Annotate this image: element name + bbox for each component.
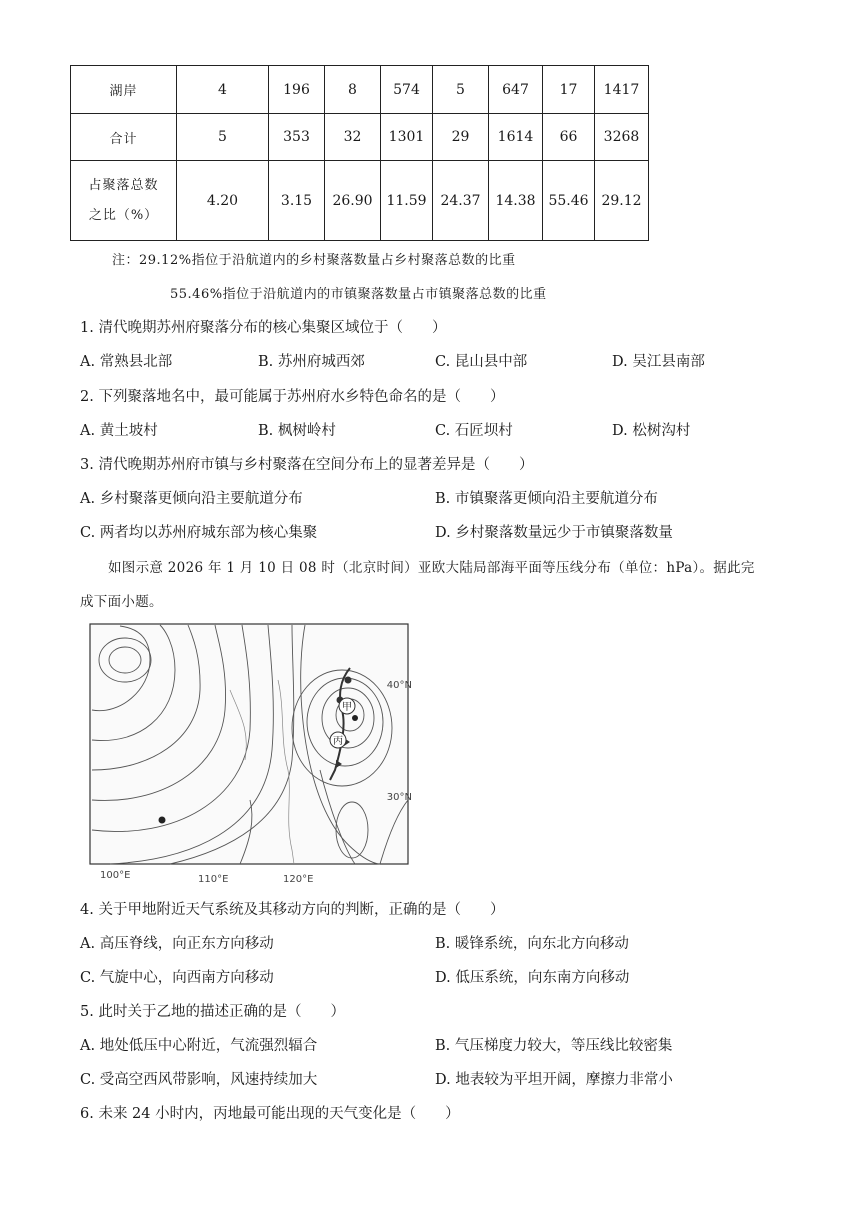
q4-option-b[interactable]: B. 暖锋系统，向东北方向移动 <box>435 936 629 952</box>
q1-option-d[interactable]: D. 吴江县南部 <box>612 354 705 370</box>
q3-option-a[interactable]: A. 乡村聚落更倾向沿主要航道分布 <box>80 491 303 507</box>
q3-option-b[interactable]: B. 市镇聚落更倾向沿主要航道分布 <box>435 491 658 507</box>
table-cell: 3.15 <box>269 161 325 241</box>
table-cell: 1301 <box>381 114 433 161</box>
lon-label-110e: 110°E <box>198 874 229 885</box>
table-cell: 29 <box>433 114 489 161</box>
q4-option-d[interactable]: D. 低压系统，向东南方向移动 <box>435 970 630 986</box>
lon-label-100e: 100°E <box>100 870 131 881</box>
question-5: 5. 此时关于乙地的描述正确的是（ ） <box>80 1004 345 1020</box>
q3-option-d[interactable]: D. 乡村聚落数量远少于市镇聚落数量 <box>435 525 673 541</box>
point-bing-label: 丙 <box>333 736 343 747</box>
point-jia-label: 甲 <box>342 702 352 713</box>
map-intro-line-2: 成下面小题。 <box>80 594 163 610</box>
table-row <box>71 114 649 161</box>
table-cell: 26.90 <box>325 161 381 241</box>
table-cell: 5 <box>177 114 269 161</box>
q5-option-b[interactable]: B. 气压梯度力较大，等压线比较密集 <box>435 1038 673 1054</box>
row-label: 合计 <box>71 114 177 161</box>
question-4: 4. 关于甲地附近天气系统及其移动方向的判断，正确的是（ ） <box>80 902 505 918</box>
table-cell: 14.38 <box>489 161 543 241</box>
table-cell: 11.59 <box>381 161 433 241</box>
table-cell: 4.20 <box>177 161 269 241</box>
table-cell: 3268 <box>595 114 649 161</box>
q2-option-a[interactable]: A. 黄土坡村 <box>80 423 158 439</box>
table-row <box>71 161 649 241</box>
row-label: 湖岸 <box>71 66 177 114</box>
table-cell: 66 <box>543 114 595 161</box>
settlement-table <box>70 65 649 241</box>
row-label <box>71 161 177 241</box>
table-note-1: 注：29.12%指位于沿航道内的乡村聚落数量占乡村聚落总数的比重 <box>112 253 516 268</box>
q1-option-b[interactable]: B. 苏州府城西郊 <box>258 354 365 370</box>
table-cell: 196 <box>269 66 325 114</box>
table-cell: 647 <box>489 66 543 114</box>
question-1: 1. 清代晚期苏州府聚落分布的核心集聚区域位于（ ） <box>80 320 447 336</box>
table-note-2: 55.46%指位于沿航道内的市镇聚落数量占市镇聚落总数的比重 <box>170 287 547 302</box>
table-cell: 353 <box>269 114 325 161</box>
table-cell: 1614 <box>489 114 543 161</box>
table-cell: 17 <box>543 66 595 114</box>
q4-option-a[interactable]: A. 高压脊线，向正东方向移动 <box>80 936 274 952</box>
q2-option-b[interactable]: B. 枫树岭村 <box>258 423 336 439</box>
q5-option-c[interactable]: C. 受高空西风带影响，风速持续加大 <box>80 1072 318 1088</box>
table-cell: 5 <box>433 66 489 114</box>
q1-option-a[interactable]: A. 常熟县北部 <box>80 354 173 370</box>
q3-option-c[interactable]: C. 两者均以苏州府城东部为核心集聚 <box>80 525 318 541</box>
q2-option-c[interactable]: C. 石匠坝村 <box>435 423 513 439</box>
row-label-line: 占聚落总数 <box>88 177 159 193</box>
question-3: 3. 清代晚期苏州府市镇与乡村聚落在空间分布上的显著差异是（ ） <box>80 457 534 473</box>
table-cell: 8 <box>325 66 381 114</box>
q5-option-a[interactable]: A. 地处低压中心附近，气流强烈辐合 <box>80 1038 318 1054</box>
q4-option-c[interactable]: C. 气旋中心，向西南方向移动 <box>80 970 274 986</box>
q1-option-c[interactable]: C. 昆山县中部 <box>435 354 528 370</box>
point-marker <box>352 715 358 721</box>
table-cell: 574 <box>381 66 433 114</box>
table-cell: 24.37 <box>433 161 489 241</box>
row-label-line: 之比（%） <box>88 207 159 223</box>
front-symbol <box>345 677 352 684</box>
map-intro-line-1: 如图示意 2026 年 1 月 10 日 08 时（北京时间）亚欧大陆局部海平面等压线分布（单位：hPa）。据此完 <box>108 560 755 576</box>
table-cell: 4 <box>177 66 269 114</box>
lat-label-40n: 40°N <box>386 680 412 691</box>
lon-label-120e: 120°E <box>283 874 314 885</box>
table-row <box>71 66 649 114</box>
table-cell: 32 <box>325 114 381 161</box>
question-6: 6. 未来 24 小时内，丙地最可能出现的天气变化是（ ） <box>80 1106 460 1122</box>
q5-option-d[interactable]: D. 地表较为平坦开阔，摩擦力非常小 <box>435 1072 673 1088</box>
isobar-map <box>80 620 415 885</box>
table-cell: 29.12 <box>595 161 649 241</box>
lat-label-30n: 30°N <box>386 792 412 803</box>
table-cell: 55.46 <box>543 161 595 241</box>
q2-option-d[interactable]: D. 松树沟村 <box>612 423 691 439</box>
point-yi-marker <box>159 817 166 824</box>
table-cell: 1417 <box>595 66 649 114</box>
question-2: 2. 下列聚落地名中，最可能属于苏州府水乡特色命名的是（ ） <box>80 389 505 405</box>
